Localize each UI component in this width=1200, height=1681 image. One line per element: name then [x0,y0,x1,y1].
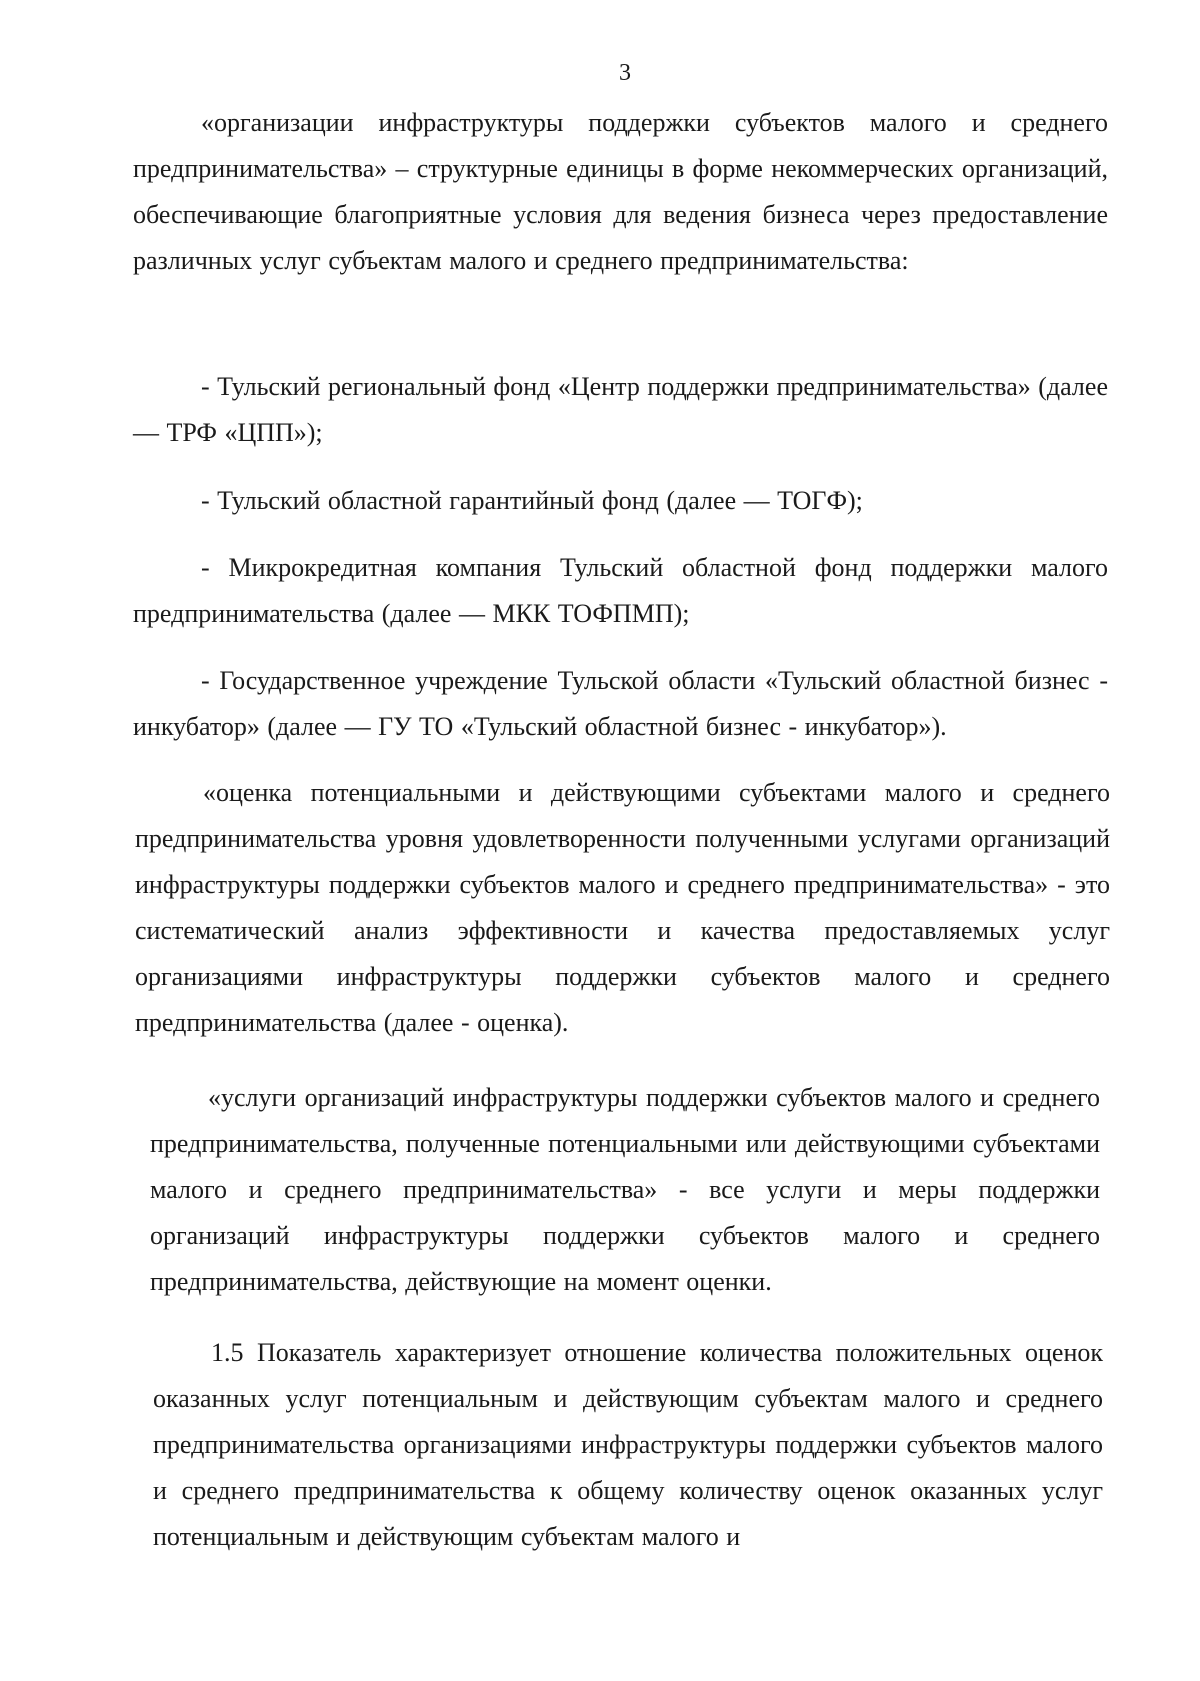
paragraph-infrastructure-definition: «организации инфраструктуры поддержки субъектов малого и среднего предпринимательства» – структурные единицы в форме некоммерческих организаций, обеспечивающие благоприятные условия для ведения бизнеса через предоставление различных услуг субъектам малого и среднего предпринимательства: [133,108,1108,275]
paragraph-indicator-1-5: 1.5 Показатель характеризует отношение количества положительных оценок оказанных услуг потенциальным и действующим субъектам малого и среднего предпринимательства организациями инфраструктуры поддержки субъектов малого и среднего предпринимательства к общему количеству оценок оказанных услуг потенциальным и действующим субъектам малого и [153,1338,1103,1551]
paragraph-services-definition: «услуги организаций инфраструктуры поддержки субъектов малого и среднего предпринимательства, полученные потенциальными или действующими субъектами малого и среднего предпринимательства» - все услуги и меры поддержки организаций инфраструктуры поддержки субъектов малого и среднего предпринимательства, действующие на момент оценки. [150,1083,1100,1296]
paragraph-togf: - Тульский областной гарантийный фонд (далее — ТОГФ); [201,486,863,515]
paragraph-business-incubator: - Государственное учреждение Тульской области «Тульский областной бизнес - инкубатор» (далее — ГУ ТО «Тульский областной бизнес - инкубатор»). [133,666,1108,741]
paragraph-trf-cpp: - Тульский региональный фонд «Центр поддержки предпринимательства» (далее — ТРФ «ЦПП»); [133,372,1108,447]
paragraph-assessment-definition: «оценка потенциальными и действующими субъектами малого и среднего предпринимательства уровня удовлетворенности полученными услугами организаций инфраструктуры поддержки субъектов малого и среднего предпринимательства» - это систематический анализ эффективности и качества предоставляемых услуг организациями инфраструктуры поддержки субъектов малого и среднего предпринимательства (далее - оценка). [135,778,1110,1037]
paragraph-mkk-tofpmp: - Микрокредитная компания Тульский областной фонд поддержки малого предпринимательства (далее — МКК ТОФПМП); [133,553,1108,628]
page-number: 3 [619,60,631,86]
